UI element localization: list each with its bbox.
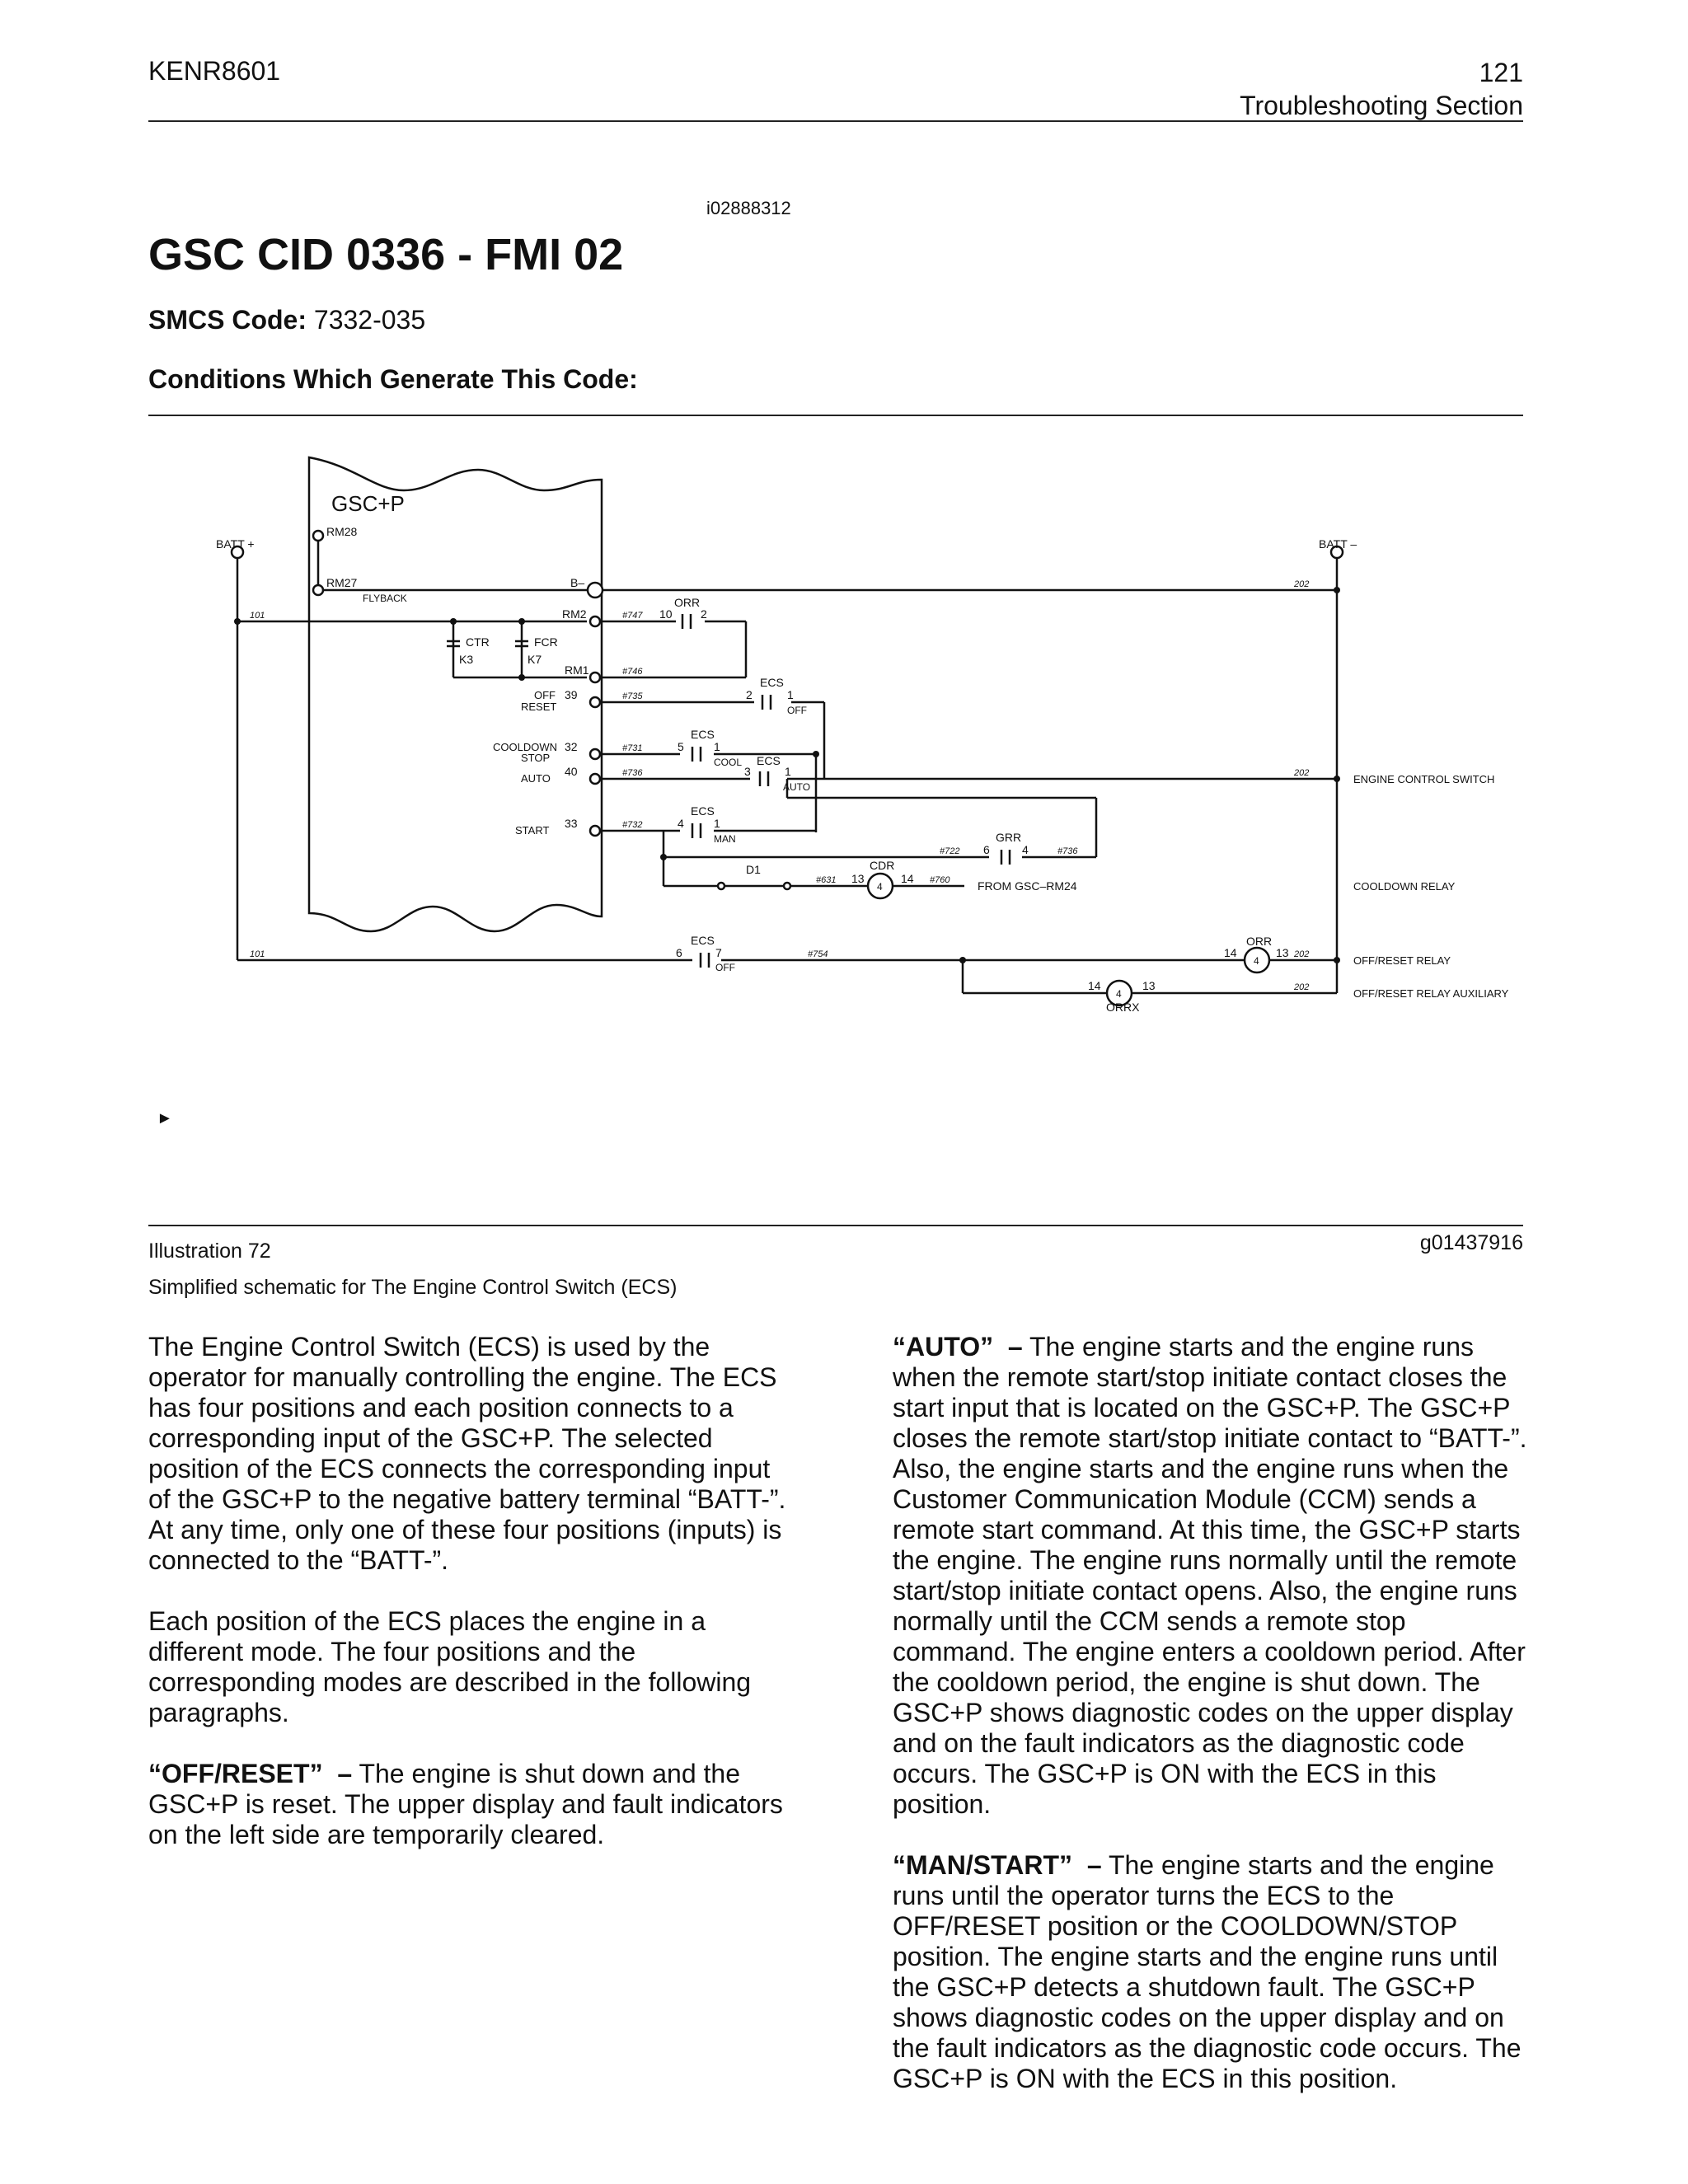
wire-746: #746 bbox=[622, 667, 643, 677]
wire-202-c: 202 bbox=[1294, 949, 1310, 959]
cooldown-line2: STOP bbox=[521, 752, 551, 764]
header-rule bbox=[148, 120, 1523, 122]
ecs-man-pin4: 4 bbox=[678, 817, 684, 830]
illustration-bottom-rule bbox=[148, 1225, 1523, 1226]
smcs-label: SMCS Code: bbox=[148, 305, 307, 335]
start-input-label: START bbox=[515, 824, 550, 837]
off-reset-relay-aux-label: OFF/RESET RELAY AUXILIARY bbox=[1353, 987, 1509, 1000]
ecs-bottom-pin6: 6 bbox=[676, 946, 682, 959]
orr-pin13: 13 bbox=[1276, 946, 1289, 959]
schematic-diagram bbox=[148, 420, 1523, 1080]
ecs-auto-pin1: 1 bbox=[785, 765, 791, 778]
term-off-reset: “OFF/RESET” – bbox=[148, 1759, 353, 1788]
ecs-label-bottom: ECS bbox=[691, 934, 715, 947]
wire-760: #760 bbox=[930, 875, 950, 885]
grr-pin6: 6 bbox=[983, 843, 990, 856]
ecs-side-label: ENGINE CONTROL SWITCH bbox=[1353, 773, 1495, 785]
flyback-label: FLYBACK bbox=[363, 593, 407, 604]
orr-pin10: 10 bbox=[659, 607, 673, 621]
rm27-label: RM27 bbox=[326, 576, 358, 589]
off-reset-line2: RESET bbox=[521, 701, 557, 713]
term-auto: “AUTO” – bbox=[893, 1332, 1023, 1361]
batt-plus-label: BATT + bbox=[216, 537, 255, 551]
body-right-column bbox=[893, 1332, 1536, 2125]
grr-pin4: 4 bbox=[1022, 843, 1029, 856]
wire-747: #747 bbox=[622, 611, 643, 621]
section-name: Troubleshooting Section bbox=[1240, 91, 1523, 120]
pin-40: 40 bbox=[565, 765, 578, 778]
bullet-arrow-icon: ► bbox=[157, 1109, 173, 1127]
rm28-label: RM28 bbox=[326, 525, 358, 538]
from-gsc-label: FROM GSC–RM24 bbox=[978, 879, 1077, 893]
body-left-column bbox=[148, 1332, 791, 1881]
orr-coil-number: 4 bbox=[1254, 955, 1259, 967]
fcr-label: FCR bbox=[534, 635, 558, 649]
auto-input-label: AUTO bbox=[521, 772, 551, 785]
ecs-bottom-pin7: 7 bbox=[715, 946, 722, 959]
batt-minus-label: BATT – bbox=[1319, 537, 1357, 551]
illustration-id: g01437916 bbox=[1419, 1231, 1523, 1254]
paragraph-man-start bbox=[893, 1850, 1536, 2094]
pin-33: 33 bbox=[565, 817, 578, 830]
ctr-label: CTR bbox=[466, 635, 490, 649]
off-reset-relay-label: OFF/RESET RELAY bbox=[1353, 954, 1451, 967]
orrx-pin13: 13 bbox=[1142, 979, 1156, 992]
module-label: GSC+P bbox=[331, 491, 405, 516]
wire-631: #631 bbox=[816, 875, 837, 885]
pin-32: 32 bbox=[565, 740, 578, 753]
cool-label: COOL bbox=[714, 757, 743, 768]
ecs-off-pin1: 1 bbox=[787, 688, 794, 701]
paragraph: Each position of the ECS places the engine in a different mode. The four positions and the corresponding modes are described in the following paragraphs. bbox=[148, 1606, 752, 1727]
d1-label: D1 bbox=[746, 863, 761, 876]
wire-736-b: #736 bbox=[1057, 846, 1078, 856]
orr-pin2: 2 bbox=[701, 607, 707, 621]
ecs-label-auto: ECS bbox=[757, 754, 781, 767]
ecs-auto-pin3: 3 bbox=[744, 765, 751, 778]
b-minus-label: B– bbox=[570, 576, 585, 589]
smcs-code bbox=[148, 305, 425, 335]
wire-735: #735 bbox=[622, 691, 643, 701]
off-reset-line1: OFF bbox=[534, 689, 556, 701]
smcs-value: 7332-035 bbox=[307, 305, 426, 335]
ecs-cool-pin5: 5 bbox=[678, 740, 684, 753]
orr-label-top: ORR bbox=[674, 596, 701, 609]
orrx-coil-number: 4 bbox=[1116, 988, 1122, 1000]
paragraph-auto bbox=[893, 1332, 1536, 1820]
orrx-label: ORRX bbox=[1106, 1001, 1140, 1014]
term-text: The engine starts and the engine runs until the operator turns the ECS to the OFF/RESET position or the COOLDOWN/STOP position. The engine starts and the engine runs until the GSC+P detects a shutdown fault. The GSC+P shows diagnostic codes on the upper display and on the fault indicators as the diagnostic code occurs. The GSC+P is ON with the ECS in this position. bbox=[893, 1850, 1522, 2093]
ecs-label-cool: ECS bbox=[691, 728, 715, 741]
ecs-label-off: ECS bbox=[760, 676, 784, 689]
k7-label: K7 bbox=[528, 653, 542, 666]
term-text: The engine starts and the engine runs when the remote start/stop initiate contact closes the start input that is located on the GSC+P. The GSC+P closes the remote start/stop initiate contact to “BATT-”. Also, the engine starts and the engine runs when the Customer Communication Module (CCM) sends a remote start command. At this time, the GSC+P starts the engine. The engine runs normally until the remote start/stop initiate contact opens. Also, the engine runs normally until the CCM sends a remote stop command. The engine enters a cooldown period. After the cooldown period, the engine is shut down. The GSC+P shows diagnostic codes on the upper display and on the fault indicators as the diagnostic code occurs. The GSC+P is ON with the ECS in this position. bbox=[893, 1332, 1527, 1819]
paragraph-off-reset bbox=[148, 1759, 791, 1850]
document-number: KENR8601 bbox=[148, 56, 281, 86]
paragraph: The Engine Control Switch (ECS) is used by the operator for manually controlling the engine. The ECS has four positions and each position connects to a corresponding input of the GSC+P. The selected position of the ECS connects the corresponding input of the GSC+P to the negative battery terminal “BATT-”. At any time, only one of these four positions (inputs) is connected to the “BATT-”. bbox=[148, 1332, 786, 1575]
cdr-label: CDR bbox=[870, 859, 895, 872]
k3-label: K3 bbox=[459, 653, 474, 666]
rm1-label: RM1 bbox=[565, 663, 589, 677]
ecs-label-man: ECS bbox=[691, 804, 715, 818]
wire-754: #754 bbox=[808, 949, 828, 959]
orrx-pin14: 14 bbox=[1088, 979, 1101, 992]
page-header-right bbox=[1240, 56, 1523, 122]
illustration-top-rule bbox=[148, 415, 1523, 416]
ecs-off-pin2: 2 bbox=[746, 688, 753, 701]
cooldown-relay-label: COOLDOWN RELAY bbox=[1353, 880, 1456, 893]
off-label-a: OFF bbox=[787, 705, 807, 716]
illustration-label: Illustration 72 bbox=[148, 1240, 271, 1263]
wire-722: #722 bbox=[940, 846, 960, 856]
rm2-label: RM2 bbox=[562, 607, 587, 621]
grr-label: GRR bbox=[996, 831, 1022, 844]
wire-101-bottom: 101 bbox=[250, 949, 265, 959]
page-title: GSC CID 0336 - FMI 02 bbox=[148, 230, 624, 279]
page-number: 121 bbox=[1479, 58, 1523, 87]
term-text: The engine is shut down and the GSC+P is reset. The upper display and fault indicators on the left side are temporarily cleared. bbox=[148, 1759, 783, 1849]
pin-39: 39 bbox=[565, 688, 578, 701]
wire-202-d: 202 bbox=[1294, 982, 1310, 992]
wire-101-top: 101 bbox=[250, 611, 265, 621]
cooldown-line1: COOLDOWN bbox=[493, 741, 557, 753]
cdr-pin13: 13 bbox=[851, 872, 865, 885]
wire-202-a: 202 bbox=[1294, 579, 1310, 589]
wire-202-b: 202 bbox=[1294, 768, 1310, 778]
orr-label-bottom: ORR bbox=[1246, 935, 1273, 948]
auto-small-label: AUTO bbox=[783, 781, 811, 793]
man-label: MAN bbox=[714, 833, 736, 845]
wire-732-a: #732 bbox=[622, 820, 643, 830]
ecs-man-pin1: 1 bbox=[714, 817, 720, 830]
wire-736-a: #736 bbox=[622, 768, 643, 778]
b-minus-terminal bbox=[588, 583, 603, 598]
wire-731: #731 bbox=[622, 743, 643, 753]
cdr-coil-number: 4 bbox=[877, 881, 883, 893]
orr-pin14: 14 bbox=[1224, 946, 1237, 959]
off-label-b: OFF bbox=[715, 962, 735, 973]
cdr-pin14: 14 bbox=[901, 872, 914, 885]
term-man-start: “MAN/START” – bbox=[893, 1850, 1102, 1880]
conditions-heading: Conditions Which Generate This Code: bbox=[148, 364, 638, 394]
ecs-cool-pin1: 1 bbox=[714, 740, 720, 753]
document-id: i02888312 bbox=[706, 198, 791, 218]
illustration-caption: Simplified schematic for The Engine Control Switch (ECS) bbox=[148, 1276, 678, 1299]
